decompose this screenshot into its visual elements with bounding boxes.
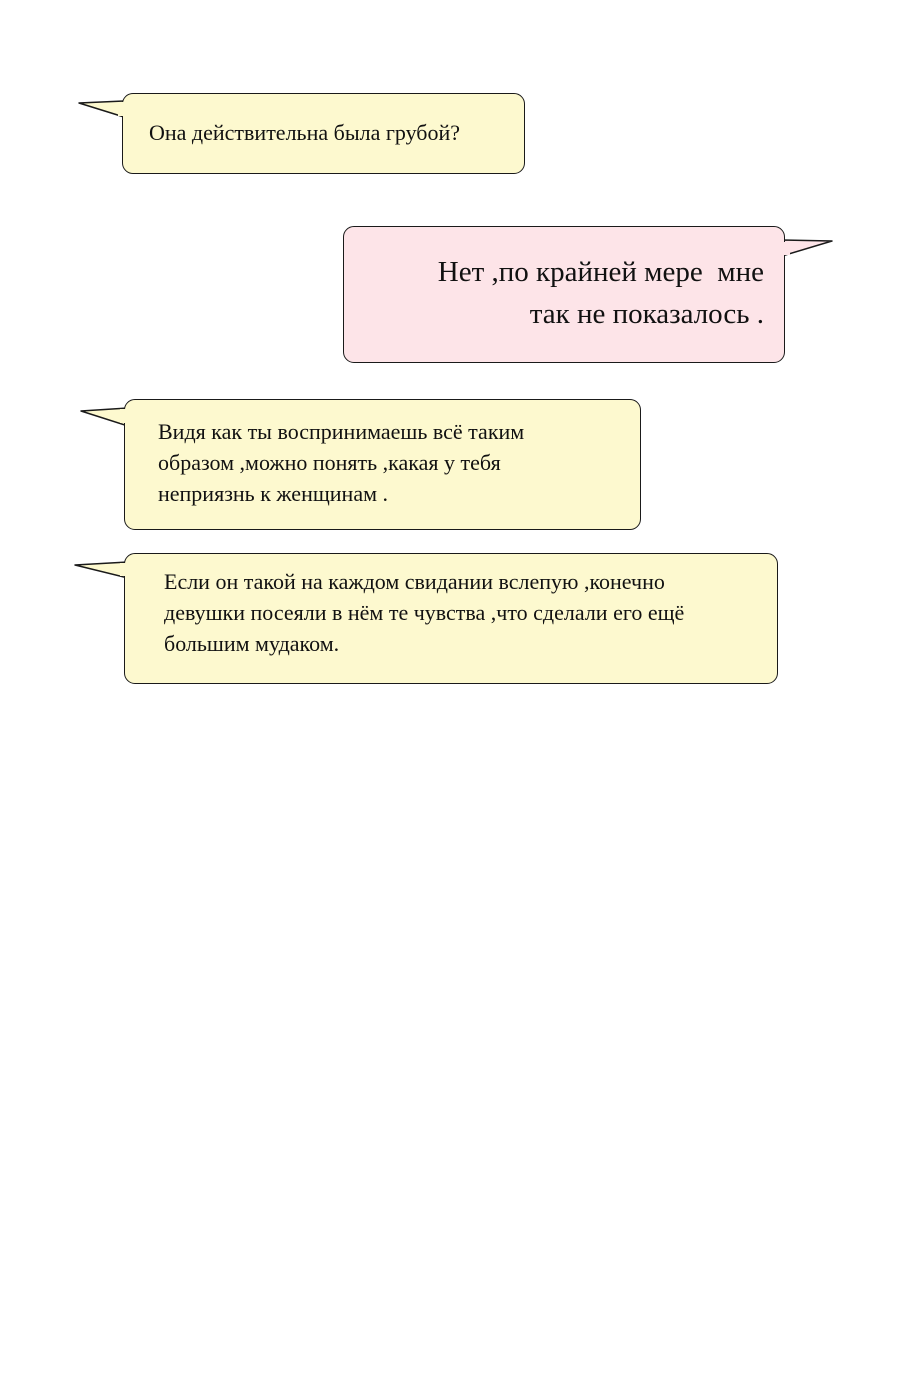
speech-bubble-tail-cover xyxy=(780,241,790,259)
message-bubble-3 xyxy=(124,399,641,530)
message-line: образом ,можно понять ,какая у тебя xyxy=(158,450,501,475)
message-line: большим мудаком. xyxy=(164,631,340,656)
message-line: Если он такой на каждом свидании вслепую ,конечно xyxy=(164,569,665,594)
message-line: неприязнь к женщинам . xyxy=(158,481,389,506)
message-line: Она действительна была грубой? xyxy=(149,120,461,145)
message-line: Видя как ты воспринимаешь всё таким xyxy=(158,419,525,444)
message-text xyxy=(149,118,460,148)
message-bubble-4 xyxy=(124,553,778,684)
message-text xyxy=(438,251,764,335)
message-text xyxy=(164,566,684,659)
message-bubble-2 xyxy=(343,226,785,363)
message-line: так не показалось . xyxy=(529,298,764,330)
message-line: девушки посеяли в нём те чувства ,что сделали его ещё xyxy=(164,600,685,625)
message-text xyxy=(158,416,524,509)
message-bubble-1 xyxy=(122,93,525,174)
speech-bubble-tail-cover xyxy=(118,100,128,120)
speech-bubble-tail-cover xyxy=(120,407,130,427)
speech-bubble-tail-cover xyxy=(120,562,130,580)
message-line: Нет ,по крайней мере мне xyxy=(437,256,764,288)
